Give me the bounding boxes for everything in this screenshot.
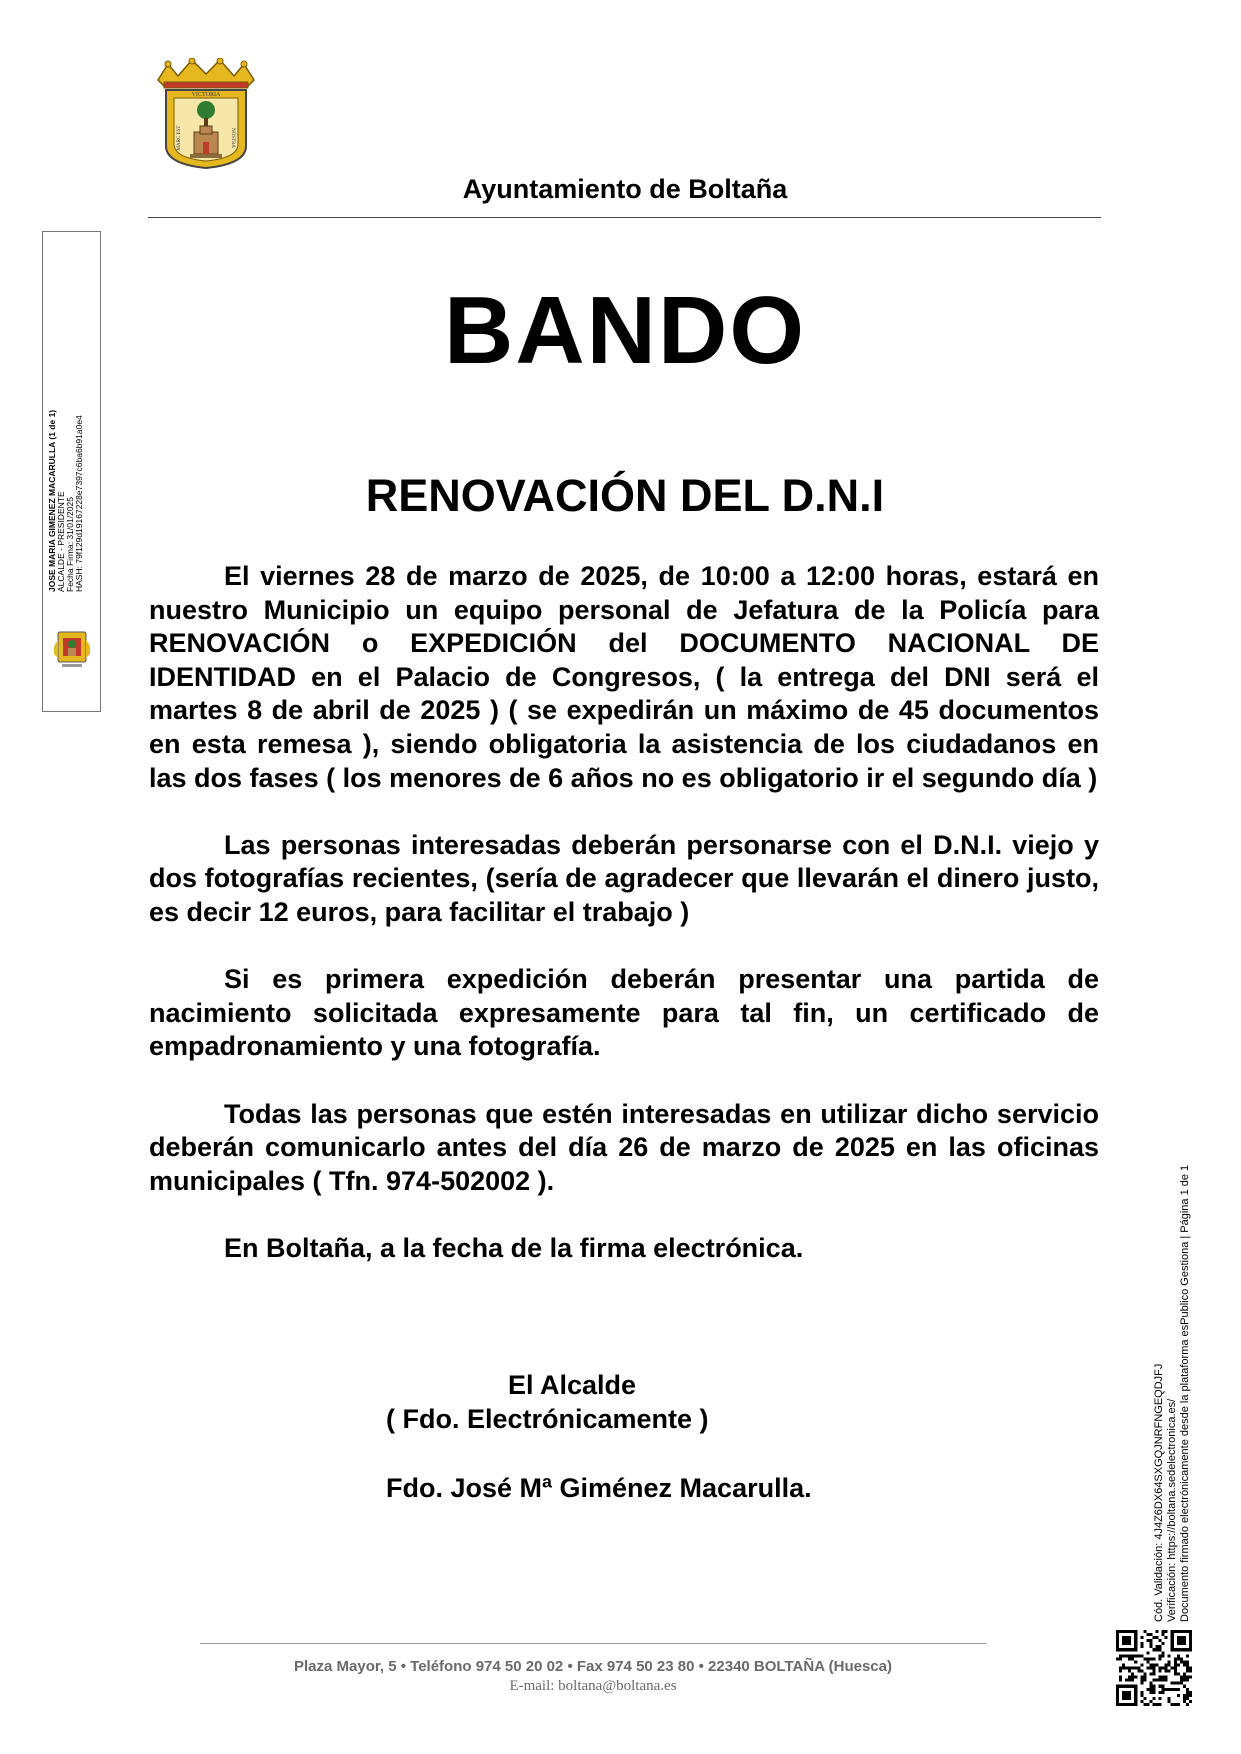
signature-note: ( Fdo. Electrónicamente ) (386, 1404, 709, 1434)
document-body (149, 560, 1099, 1299)
svg-text:MARC EST: MARC EST (177, 125, 182, 151)
validation-info (1153, 1165, 1192, 1622)
footer-divider (200, 1643, 986, 1644)
signature-stamp-text (48, 410, 84, 592)
stamp-date: Fecha Firma: 31/01/2025 (65, 497, 75, 592)
paragraph-first-issue: Si es primera expedición deberán presentar una partida de nacimiento solicitada expresamente para tal fin, un certificado de empadronamiento y una fotografía. (149, 964, 1099, 1062)
document-title: BANDO (444, 277, 806, 384)
stamp-coat-of-arms-icon (50, 628, 94, 670)
stamp-role: ALCALDE - PRESIDENTE (56, 491, 66, 592)
header-divider (148, 217, 1101, 218)
paragraph-announcement: El viernes 28 de marzo de 2025, de 10:00 a 12:00 horas, estará en nuestro Municipio un equipo personal de Jefatura de la Policía para RENOVACIÓN o EXPEDICIÓN del DOCUMENTO NACIONAL DE IDENTIDAD en el Palacio de Congresos, ( la entrega del DNI será el martes 8 de abril de 2025 ) ( se expedirán un máximo de 45 documentos en esta remesa ), siendo obligatoria la asistencia de los ciudadanos en las dos fases ( los menores de 6 años no es obligatorio ir el segundo día ) (149, 561, 1099, 793)
document-subtitle: RENOVACIÓN DEL D.N.I (365, 470, 885, 521)
paragraph-registration: Todas las personas que estén interesadas en utilizar dicho servicio deberán comunicarlo antes del día 26 de marzo de 2025 en las oficinas municipales ( Tfn. 974-502002 ). (149, 1098, 1099, 1196)
stamp-signer: JOSE MARIA GIMENEZ MACARULLA (1 de 1) (47, 409, 57, 592)
stamp-hash: HASH: 79f129d19167228e7397c6ba6b91a0e4 (74, 415, 84, 592)
coat-of-arms-icon (150, 58, 262, 170)
signature-name: Fdo. José Mª Giménez Macarulla. (386, 1473, 812, 1503)
footer-address: Plaza Mayor, 5 • Teléfono 974 50 20 02 • Fax 974 50 23 80 • 22340 BOLTAÑA (Huesca) (294, 1658, 892, 1675)
validation-url[interactable]: Verificación: https://boltana.sedelectronica.es/ (1166, 1398, 1178, 1622)
svg-text:NOSTRA: NOSTRA (230, 127, 235, 149)
qr-code-icon (1116, 1630, 1192, 1706)
organization-name: Ayuntamiento de Boltaña (462, 174, 788, 204)
validation-code: Cód. Validación: 4J4Z6DX64SXGQJNRFNGEQDJFJ (1153, 1363, 1165, 1622)
signature-title: El Alcalde (508, 1370, 637, 1400)
footer-email[interactable]: E-mail: boltana@boltana.es (509, 1678, 677, 1694)
paragraph-requirements: Las personas interesadas deberán personarse con el D.N.I. viejo y dos fotografías recientes, (sería de agradecer que llevarán el dinero justo, es decir 12 euros, para facilitar el trabajo ) (149, 829, 1099, 927)
svg-text:VICTORIA: VICTORIA (191, 92, 221, 98)
validation-platform: Documento firmado electrónicamente desde la plataforma esPublico Gestiona | Página 1 de 1 (1179, 1164, 1191, 1622)
paragraph-place-date: En Boltaña, a la fecha de la firma electrónica. (224, 1232, 804, 1263)
